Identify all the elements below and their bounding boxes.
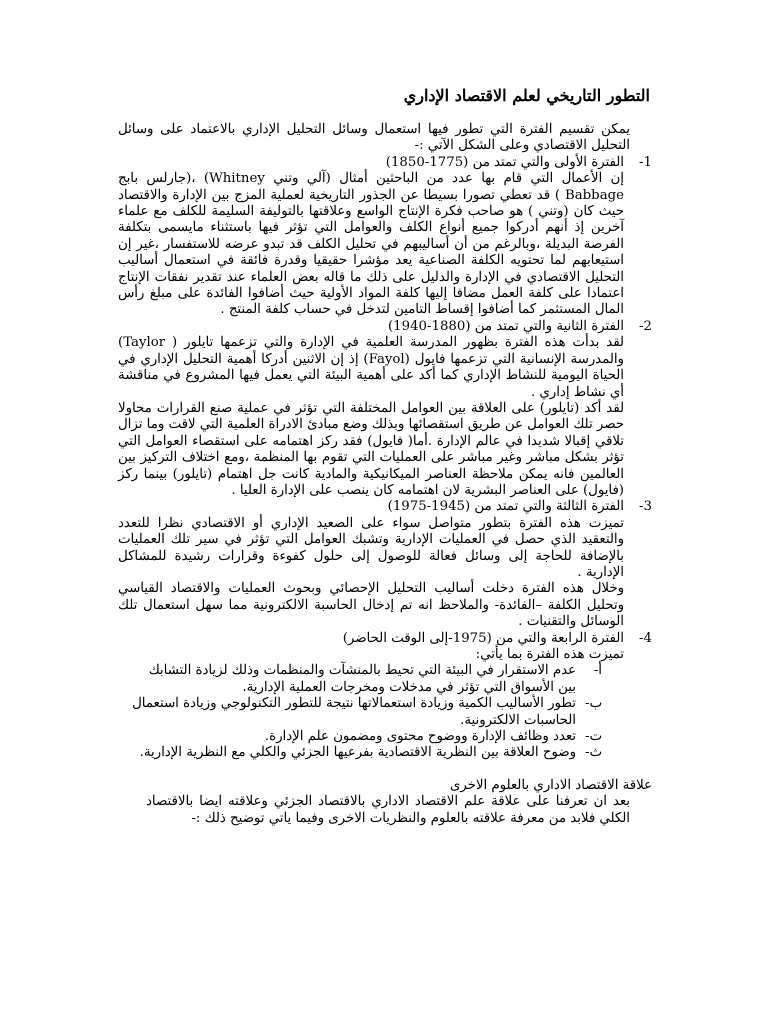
period-paragraph: لقد بدأت هذه الفترة بظهور المدرسة العلمية في الإدارة والتي تزعمها تايلور ( Taylor) والمدرسة الإنسانية التي تزعمها فايول (Fayol) إذ إن الاثنين أدركا أهمية التحليل الإداري في الحياة اليومية للنشاط الإداري كما أكد على أهمية البيئة التي يعمل فيها المشروع في مناقشة أي نشاط إداري .: [118, 335, 624, 400]
period-heading-row: [118, 499, 652, 515]
period-heading: الفترة الرابعة والتي من (1975-إلى الوقت الحاضر): [342, 630, 624, 646]
period-number: 2-: [639, 318, 652, 334]
period-number: 4-: [639, 630, 652, 646]
sub-list-letter: ث-: [584, 745, 602, 761]
period-heading-row: [118, 319, 652, 335]
relation-heading: علاقة الاقتصاد الاداري بالعلوم الاخرى: [449, 777, 652, 793]
sub-list-item: [118, 663, 602, 696]
sub-list-item: [118, 696, 602, 729]
sub-list-text: عدم الاستقرار في البيئة التي تحيط بالمنشآت والمنظمات وذلك لزيادة التشابك بين الأسواق التي تؤثر في مدخلات ومخرجات العملية الإدارية.: [148, 663, 576, 695]
sub-list-letter: ب-: [584, 696, 602, 712]
document-page: [118, 86, 652, 827]
period-heading: الفترة الأولى والتي تمتد من (1775-1850): [385, 154, 624, 170]
sub-list-text: تعدد وظائف الإدارة ووضوح محتوى ومضمون علم الإدارة.: [264, 729, 576, 745]
periods-list: [118, 155, 652, 762]
period-heading: الفترة الثانية والتي تمتد من (1880-1940): [387, 318, 624, 334]
sub-list-letter: أ-: [593, 663, 602, 679]
sub-list-text: تطور الأساليب الكمية وزيادة استعمالاتها نتيجة للتطور التكنولوجي وزيادة استعمال الحاسبات الالكترونية.: [132, 696, 576, 728]
period-paragraph: تميزت هذه الفترة بما يأتي:: [475, 647, 624, 662]
period-paragraph: لقد أكد (تايلور) على العلاقة بين العوامل المختلفة التي تؤثر في عملية صنع القرارات محاولا حصر تلك العوامل عن طريق استقصائها وبذلك وضع مبادئ الادراة العلمية التي لاقت وما تزال تلاقي إقبالا شديدا في عالم الإدارة .أما( فايول) فقد ركز اهتمامه على استقصاء العوامل التي تؤثر بشكل مباشر وغير مباشر على العمليات التي تقوم بها المنظمة ،ومع اختلاف التركيز بين العالمين فانه يمكن ملاحظة العناصر الميكانيكية والمادية كانت جل اهتمام (تايلور) بينما ركز (فايول) على العناصر البشرية لان اهتمامه كان ينصب على الإدارة العليا .: [118, 400, 624, 498]
period-heading-row: [118, 155, 652, 171]
period-heading: الفترة الثالثة والتي تمتد من (1945-1975): [387, 499, 624, 515]
period-sub-list: [118, 663, 602, 761]
period-heading-row: [118, 631, 652, 647]
sub-list-text: وضوح العلاقة بين النظرية الاقتصادية بفرعيها الجزئي والكلي مع النظرية الإدارية.: [139, 745, 576, 761]
sub-list-letter: ت-: [584, 729, 602, 745]
document-title: التطور التاريخي لعلم الاقتصاد الإداري: [403, 86, 650, 105]
period-number: 3-: [639, 499, 652, 515]
period-paragraph: إن الأعمال التي قام بها عدد من الباحثين أمثال (آلي وتني Whitney) ،(جارلس بابج Babbage ) قد تعطي تصورا بسيطا عن الجذور التاريخية لعملية المزج بين الإدارة والاقتصاد حيث كان (وتني ) هو صاحب فكرة الإنتاج الواسع وعلاقتها بالتوليفة السليمة للكلف مع علماء آخرين إذ أنهم أدركوا جميع أنواع الكلف والعوامل التي تؤثر فيها باستثناء مايسمى بتكلفة الفرصة البديلة ،وبالرغم من أن أساليبهم في تحليل الكلف قد تبدو عرضه للاستفسار ،غير إن استيعابهم لما تحتويه الكلفة الصناعية يعد مؤشرا حقيقيا وقدرة فائقة في استعمال أساليب التحليل الاقتصادي في الإدارة والدليل على ذلك ما قاله بعض العلماء عند تقدير نفقات الإنتاج اعتمادا على كلفة العمل مضافا إليها كلفة المواد الأولية حيث أضافوا الفائدة على مبلغ رأس المال المستثمر كما أضافوا إقساط التامين لتدخل في حساب كلفة المنتج .: [118, 171, 624, 318]
sub-list-item: [118, 745, 602, 761]
period-paragraph: وخلال هذه الفترة دخلت أساليب التحليل الإحصائي وبحوث العمليات والاقتصاد القياسي وتحليل الكلفة –الفائدة- والملاحظ انه تم إدخال الحاسبة الالكترونية مما سهل استعمال تلك الوسائل والتقنيات .: [118, 581, 624, 630]
relation-body: بعد ان تعرفنا على علاقة علم الاقتصاد الاداري بالاقتصاد الجزئي وعلاقته ايضا بالاقتصاد الكلي فلابد من معرفة علاقته بالعلوم والنظريات الاخرى وفيما ياتي توضيح ذلك :-: [146, 794, 630, 826]
period-paragraph: تميزت هذه الفترة بتطور متواصل سواء على الصعيد الإداري أو الاقتصادي نظرا للتعدد والتعقيد الذي حصل في العمليات الإدارية وتشبك العوامل التي تؤثر في سير تلك العمليات بالإضافة للحاجة إلى وسائل فعالة للوصول إلى حلول كفوءة وقرارات رشيدة للمشاكل الإدارية .: [118, 515, 624, 580]
sub-list-item: [118, 729, 602, 745]
intro-paragraph: يمكن تقسيم الفترة التي تطور فيها استعمال وسائل التحليل الإداري بالاعتماد على وسائل التحليل الاقتصادي وعلى الشكل الآتي :-: [118, 122, 630, 154]
period-number: 1-: [639, 154, 652, 170]
